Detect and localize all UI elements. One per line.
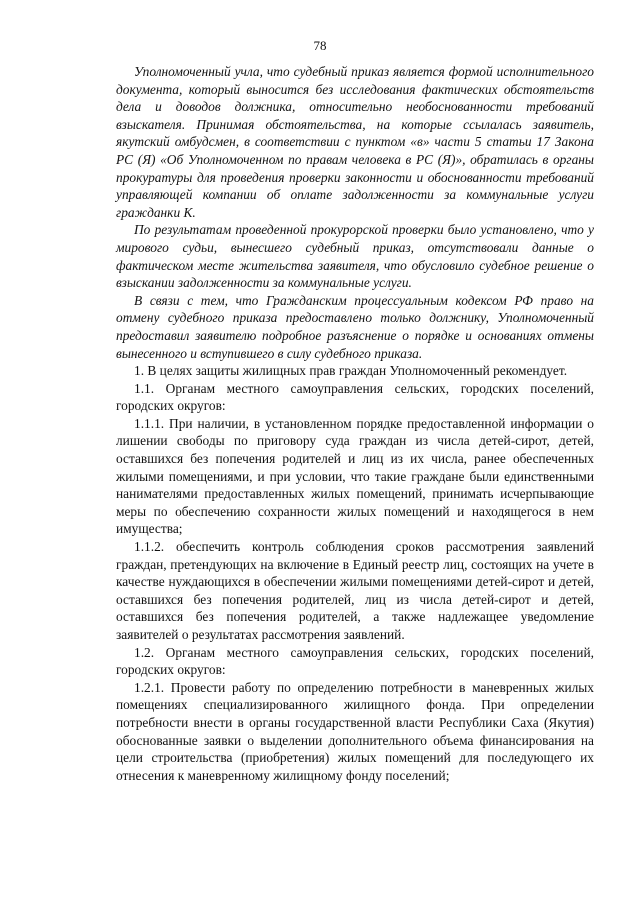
paragraph-prosecutor-check: По результатам проведенной прокурорской проверки было установлено, что у мирового судьи, вынесшего судебный приказ, отсутствовали данные о фактическом месте жительства заявителя, что обусловило судебное решение о взыскании задолженности за коммунальные услуги. (116, 222, 594, 291)
paragraph-recommendation-1: 1. В целях защиты жилищных прав граждан Уполномоченный рекомендует. (134, 363, 568, 379)
paragraph-recommendation-1-2: 1.2. Органам местного самоуправления сельских, городских поселений, городских округов: (116, 644, 594, 678)
paragraph-recommendation-1-1-2: 1.1.2. обеспечить контроль соблюдения сроков рассмотрения заявлений граждан, претендующих на включение в Единый реестр лиц, состоящих на учете в качестве нуждающихся в обеспечении жилыми помещениями детей-сирот и детей, оставшихся без попечения родителей, лиц из числа детей-сирот и детей, оставшихся без попечения родителей, а также надлежащее уведомление заявителей о результатах рассмотрения заявлений. (116, 539, 594, 642)
paragraph-recommendation-1-1: 1.1. Органам местного самоуправления сельских, городских поселений, городских округов: (116, 380, 594, 414)
paragraph-explanation: В связи с тем, что Гражданским процессуальным кодексом РФ право на отмену судебного приказа предоставлено только должнику, Уполномоченный предоставил заявителю подробное разъяснение о порядке и основаниях отмены вынесенного и вступившего в силу судебного приказа. (116, 292, 594, 361)
paragraph-recommendation-1-2-1: 1.2.1. Провести работу по определению потребности в маневренных жилых помещениях специализированного жилищного фонда. При определении потребности внести в органы государственной власти Республики Саха (Якутия) обоснованные заявки о выделении дополнительного объема финансирования на цели строительства (приобретения) жилых помещений для последующего их отнесения к маневренному жилищному фонду поселений; (116, 679, 594, 783)
paragraph-recommendation-1-1-1: 1.1.1. При наличии, в установленном порядке предоставленной информации о лишении свободы по приговору суда граждан из числа детей-сирот, детей, оставшихся без попечения родителей и лиц из их числа, ранее обеспеченных жилыми помещениями, и при условии, что такие граждане были единственными нанимателями предоставленных жилых помещений, принимать исчерпывающие меры по обеспечению сохранности жилых помещений и находящегося в нем имущества; (116, 415, 594, 537)
paragraph-ombudsman-consideration: Уполномоченный учла, что судебный приказ является формой исполнительного документа, который выносится без исследования фактических обстоятельств дела и доводов должника, относительно необоснованности требований взыскателя. Принимая обстоятельства, на которые ссылалась заявитель, якутский омбудсмен, в соответствии с пунктом «в» части 5 статьи 17 Закона РС (Я) «Об Уполномоченном по правам человека в РС (Я)», обратилась в органы прокуратуры для проведения проверки законности и обоснованности требований управляющей компании об оплате задолженности за коммунальные услуги гражданки К. (116, 64, 594, 220)
document-body (116, 63, 594, 784)
page-number: 78 (313, 38, 327, 53)
